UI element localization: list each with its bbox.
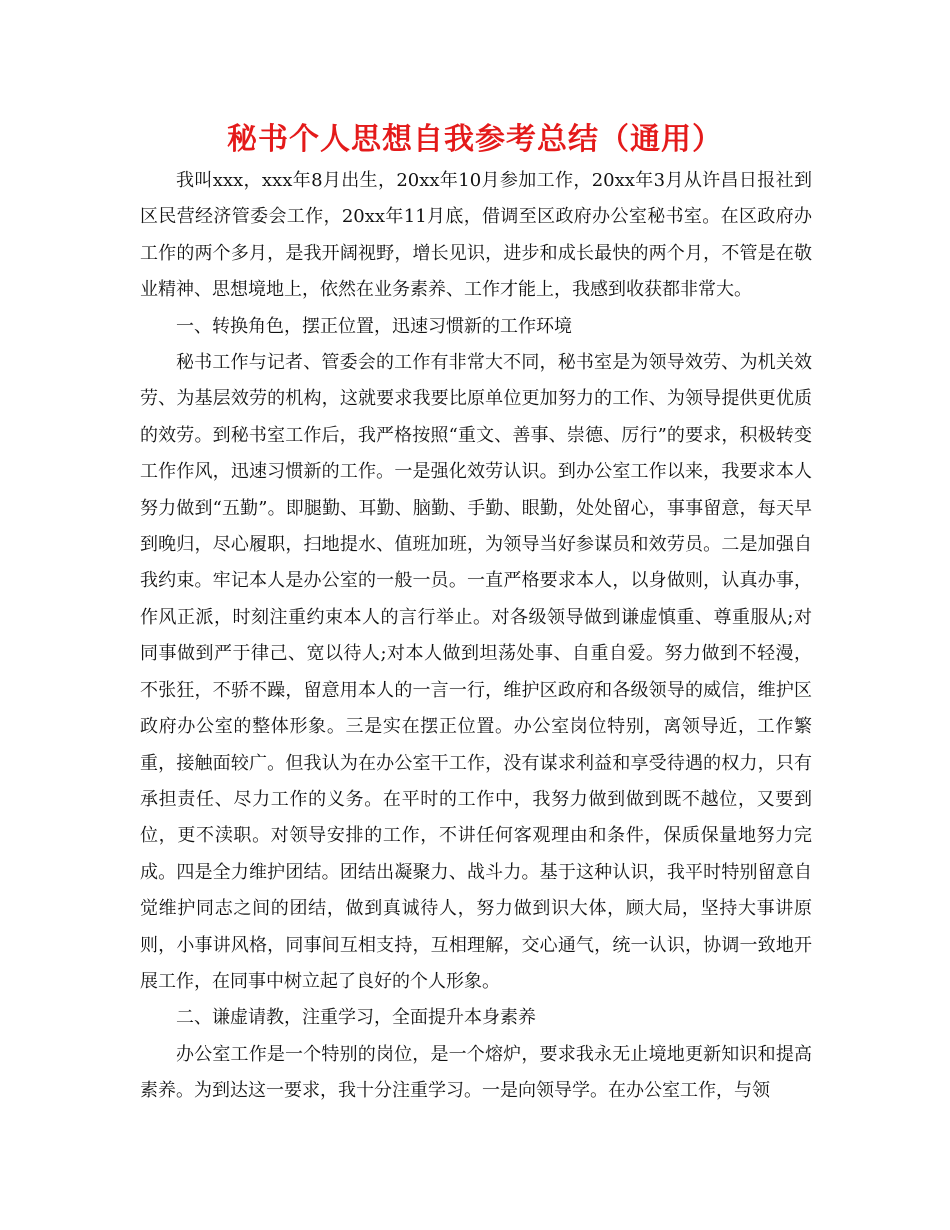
paragraph-section-1: 秘书工作与记者、管委会的工作有非常大不同，秘书室是为领导效劳、为机关效劳、为基层效劳的机构，这就要求我要比原单位更加努力的工作、为领导提供更优质的效劳。到秘书室工作后，我严格按照“重文、善事、崇德、厉行”的要求，积极转变工作作风，迅速习惯新的工作。一是强化效劳认识。到办公室工作以来，我要求本人努力做到“五勤”。即腿勤、耳勤、脑勤、手勤、眼勤，处处留心，事事留意，每天早到晚归，尽心履职，扫地提水、值班加班，为领导当好参谋员和效劳员。二是加强自我约束。牢记本人是办公室的一般一员。一直严格要求本人，以身做则，认真办事，作风正派，时刻注重约束本人的言行举止。对各级领导做到谦虚慎重、尊重服从;对同事做到严于律己、宽以待人;对本人做到坦荡处事、自重自爱。努力做到不轻漫，不张狂，不骄不躁，留意用本人的一言一行，维护区政府和各级领导的威信，维护区政府办公室的整体形象。三是实在摆正位置。办公室岗位特别，离领导近，工作繁重，接触面较广。但我认为在办公室干工作，没有谋求利益和享受待遇的权力，只有承担责任、尽力工作的义务。在平时的工作中，我努力做到做到既不越位，又要到位，更不渎职。对领导安排的工作，不讲任何客观理由和条件，保质保量地努力完成。四是全力维护团结。团结出凝聚力、战斗力。基于这种认识，我平时特别留意自觉维护同志之间的团结，做到真诚待人，努力做到识大体，顾大局，坚持大事讲原则，小事讲风格，同事间互相支持，互相理解，交心通气，统一认识，协调一致地开展工作，在同事中树立起了良好的个人形象。 <box>140 352 812 992</box>
paragraph-section-2: 办公室工作是一个特别的岗位，是一个熔炉，要求我永无止境地更新知识和提高素养。为到达这一要求，我十分注重学习。一是向领导学。在办公室工作，与领 <box>140 1043 812 1102</box>
document-body <box>140 163 812 1110</box>
section-heading-1: 一、转换角色，摆正位置，迅速习惯新的工作环境 <box>176 315 572 337</box>
document-title: 秘书个人思想自我参考总结（通用） <box>227 122 723 157</box>
section-heading-2: 二、谦虚请教，注重学习，全面提升本身素养 <box>176 1007 536 1029</box>
paragraph-intro: 我叫xxx，xxx年8月出生，20xx年10月参加工作，20xx年3月从许昌日报社到区民营经济管委会工作，20xx年11月底，借调至区政府办公室秘书室。在区政府办工作的两个多月，是我开阔视野，增长见识，进步和成长最快的两个月，不管是在敬业精神、思想境地上，依然在业务素养、工作才能上，我感到收获都非常大。 <box>140 170 812 301</box>
